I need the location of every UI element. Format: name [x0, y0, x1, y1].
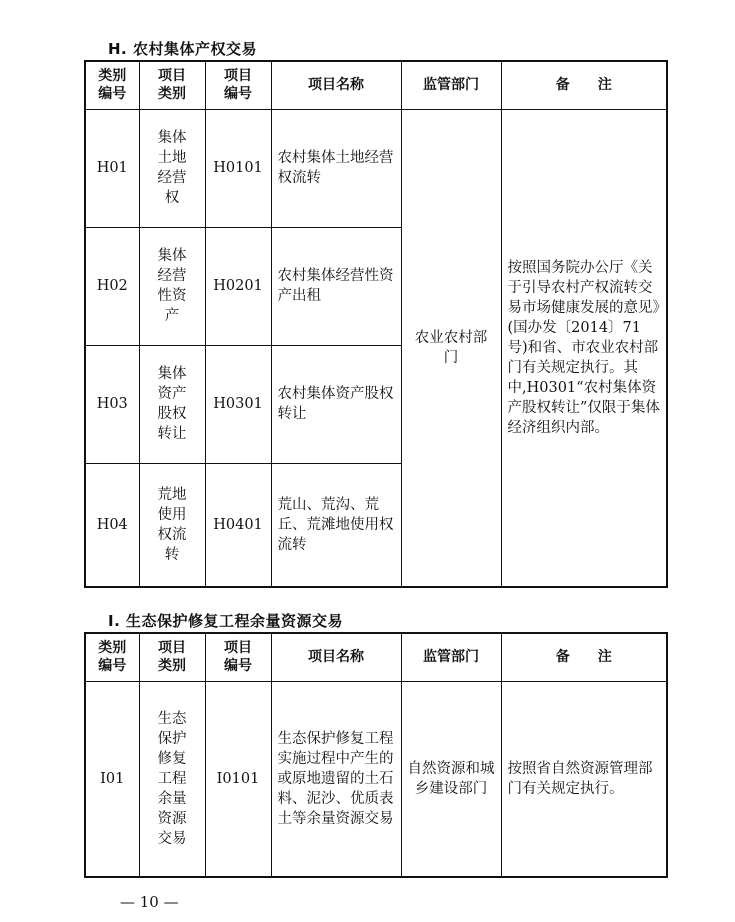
header-item-category: 项目 类别 — [139, 61, 205, 109]
row-category: 集体经营性资产 — [139, 227, 205, 345]
note-cell: 按照国务院办公厅《关于引导农村产权流转交易市场健康发展的意见》(国办发〔2014〕71 号)和省、市农业农村部门有关规定执行。其中,H0301“农村集体资产股权转让”仅限于集体经济组织内部。 — [501, 109, 667, 587]
row-name: 荒山、荒沟、荒丘、荒滩地使用权流转 — [271, 463, 401, 587]
row-item-code: H0301 — [205, 345, 271, 463]
row-code: I01 — [85, 681, 139, 877]
table-header-row — [85, 61, 667, 109]
note-cell: 按照省自然资源管理部门有关规定执行。 — [501, 681, 667, 877]
table-header-row — [85, 633, 667, 681]
section-i-title: I. 生态保护修复工程余量资源交易 — [108, 612, 344, 630]
table-row — [85, 109, 667, 227]
row-category: 集体资产股权转让 — [139, 345, 205, 463]
row-name: 农村集体土地经营权流转 — [271, 109, 401, 227]
header-category-code: 类别 编号 — [85, 61, 139, 109]
row-code: H02 — [85, 227, 139, 345]
row-code: H01 — [85, 109, 139, 227]
department-cell: 农业农村部门 — [401, 109, 501, 587]
header-item-name: 项目名称 — [271, 61, 401, 109]
page-number: — 10 — — [120, 893, 179, 911]
row-code: H04 — [85, 463, 139, 587]
row-category: 荒地使用权流转 — [139, 463, 205, 587]
row-item-code: H0201 — [205, 227, 271, 345]
row-category: 集体土地经营权 — [139, 109, 205, 227]
header-item-code: 项目 编号 — [205, 633, 271, 681]
row-name: 农村集体资产股权转让 — [271, 345, 401, 463]
row-name: 农村集体经营性资产出租 — [271, 227, 401, 345]
table-row — [85, 681, 667, 877]
row-code: H03 — [85, 345, 139, 463]
row-category: 生态保护修复工程余量资源交易 — [139, 681, 205, 877]
row-name: 生态保护修复工程实施过程中产生的或原地遗留的土石料、泥沙、优质表土等余量资源交易 — [271, 681, 401, 877]
header-item-code: 项目 编号 — [205, 61, 271, 109]
section-i-table — [84, 632, 668, 878]
header-note: 备 注 — [501, 633, 667, 681]
row-item-code: I0101 — [205, 681, 271, 877]
header-department: 监管部门 — [401, 61, 501, 109]
row-item-code: H0401 — [205, 463, 271, 587]
section-h-table — [84, 60, 668, 588]
header-category-code: 类别 编号 — [85, 633, 139, 681]
department-cell: 自然资源和城乡建设部门 — [401, 681, 501, 877]
header-item-category: 项目 类别 — [139, 633, 205, 681]
header-item-name: 项目名称 — [271, 633, 401, 681]
header-note: 备 注 — [501, 61, 667, 109]
row-item-code: H0101 — [205, 109, 271, 227]
header-department: 监管部门 — [401, 633, 501, 681]
section-h-title: H. 农村集体产权交易 — [108, 40, 257, 58]
